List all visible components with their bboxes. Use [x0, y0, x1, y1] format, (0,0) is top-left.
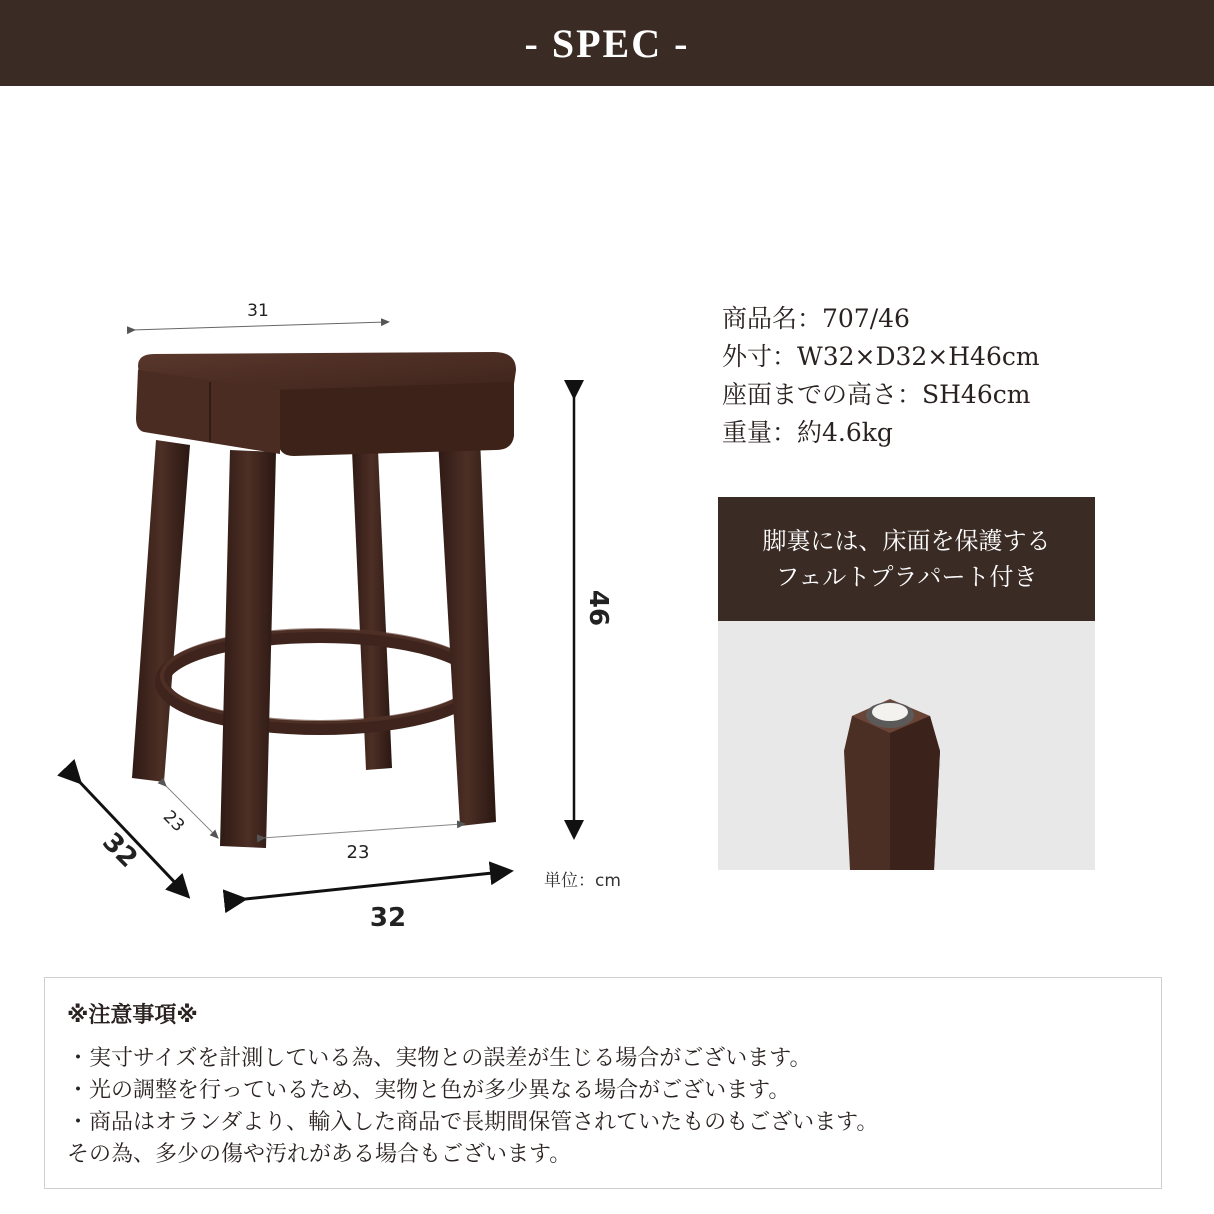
front-leg-right: [438, 438, 496, 826]
back-leg-left: [132, 440, 190, 782]
notes-line: その為、多少の傷や汚れがある場合もございます。: [67, 1142, 572, 1167]
notes-line: ・実寸サイズを計測している為、実物との誤差が生じる場合がございます。: [67, 1046, 812, 1071]
unit-label: 単位：cm: [544, 871, 621, 891]
spec-seat-height: 座面までの高さ：SH46cm: [722, 380, 1031, 409]
width-line: [236, 872, 502, 900]
felt-note-banner: [718, 497, 1095, 621]
felt-note-line1: 脚裏には、床面を保護する: [762, 527, 1051, 555]
foot-ring: [162, 636, 478, 728]
spec-product-name: 商品名：707/46: [722, 304, 910, 333]
notes-line: ・光の調整を行っているため、実物と色が多少異なる場合がございます。: [67, 1078, 791, 1103]
depth-label: 32: [96, 826, 144, 874]
header-bar: [0, 0, 1214, 86]
stool-dimension-diagram: [40, 290, 680, 950]
top-width-label: 31: [247, 301, 269, 321]
notes-line: ・商品はオランダより、輸入した商品で長期間保管されていたものもございます。: [67, 1110, 879, 1135]
inner-depth-label: 23: [158, 806, 189, 837]
inner-width-line: [262, 824, 462, 838]
inner-width-label: 23: [346, 842, 370, 863]
height-label: 46: [583, 589, 613, 627]
seat-front: [278, 382, 514, 456]
spec-list: [722, 300, 1192, 452]
notes-box: [44, 977, 1162, 1189]
felt-note-line2: フェルトプラパート付き: [775, 563, 1038, 591]
depth-line: [74, 776, 182, 890]
spec-outer-size: 外寸：W32×D32×H46cm: [722, 342, 1040, 371]
felt-pad-photo: [718, 621, 1095, 870]
page-title: - SPEC -: [524, 20, 690, 66]
top-width-line: [132, 322, 386, 330]
spec-weight: 重量：約4.6kg: [722, 418, 893, 447]
notes-title: ※注意事項※: [67, 1003, 198, 1028]
front-leg-left: [220, 450, 276, 848]
width-label: 32: [369, 903, 407, 933]
